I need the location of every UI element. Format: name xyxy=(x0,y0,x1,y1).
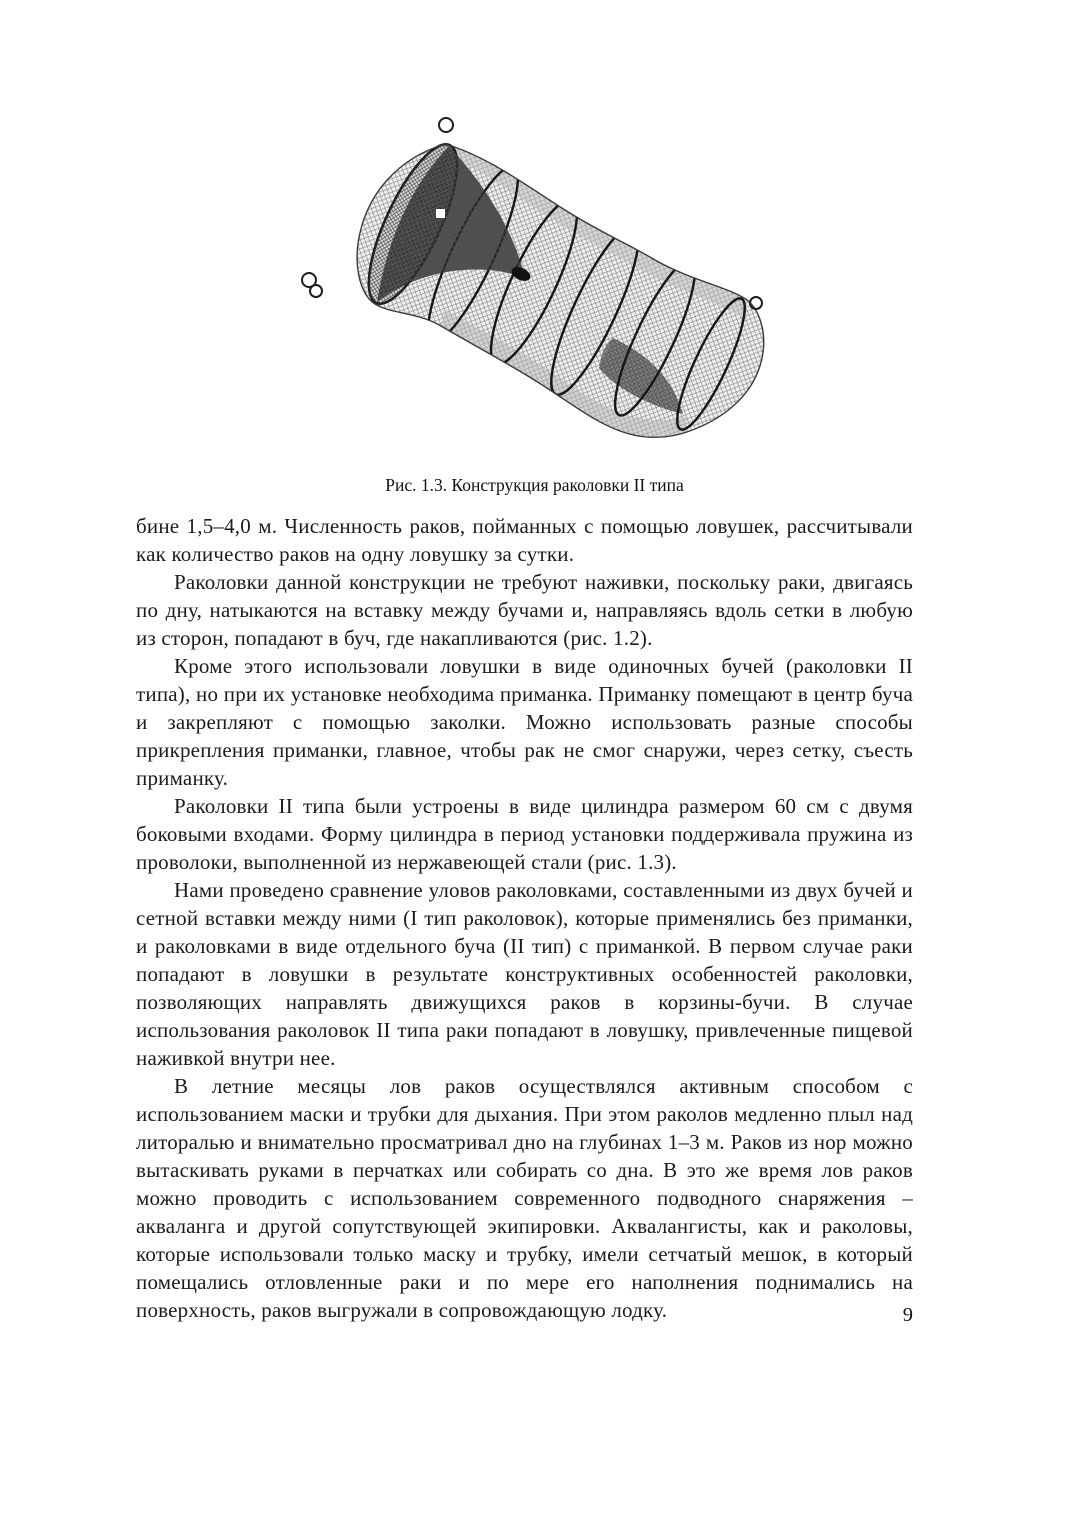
paragraph: В летние месяцы лов раков осуществлялся активным способом с использованием маски и трубки для дыхания. При этом раколов медленно плыл над литоралью и внимательно просматривал дно на глубинах 1–3 м. Раков из нор можно вытаскивать руками в перчатках или собирать со дна. В это же время лов раков можно проводить с использованием современного подводного снаряжения – акваланга и другой сопутствующей экипировки. Аквалангисты, как и раколовы, которые использовали только маску и трубку, имели сетчатый мешок, в который помещались отловленные раки и по мере его наполнения поднимались на поверхность, раков выгружали в сопровождающую лодку. xyxy=(136,1074,913,1322)
paragraph: Нами проведено сравнение уловов раколовками, составленными из двух бучей и сетной вставки между ними (I тип раколовок), которые применялись без приманки, и раколовками в виде отдельного буча (II тип) с приманкой. В первом случае раки попадают в ловушки в результате конструктивных особенностей раколовки, позволяющих направлять движущихся раков в корзины-бучи. В случае использования раколовок II типа раки попадают в ловушку, привлеченные пищевой наживкой внутри нее. xyxy=(136,878,913,1070)
trap-net-illustration xyxy=(295,110,775,455)
figure xyxy=(0,0,1069,496)
paragraph: Раколовки данной конструкции не требуют наживки, поскольку раки, двигаясь по дну, натыкаются на вставку между бучами и, направляясь вдоль сетки в любую из сторон, попадают в буч, где накапливаются (рис. 1.2). xyxy=(136,570,913,650)
paragraph: бине 1,5–4,0 м. Численность раков, пойманных с помощью ловушек, рассчитывали как количество раков на одну ловушку за сутки. xyxy=(136,514,913,566)
paragraph: Кроме этого использовали ловушки в виде одиночных бучей (раколовки II типа), но при их установке необходима приманка. Приманку помещают в центр буча и закрепляют с помощью заколки. Можно использовать разные способы прикрепления приманки, главное, чтобы рак не смог снаружи, через сетку, съесть приманку. xyxy=(136,654,913,790)
page-number: 9 xyxy=(902,1304,913,1326)
paragraph: Раколовки II типа были устроены в виде цилиндра размером 60 см с двумя боковыми входами. Форму цилиндра в период установки поддерживала пружина из проволоки, выполненной из нержавеющей стали (рис. 1.3). xyxy=(136,794,913,874)
figure-caption: Рис. 1.3. Конструкция раколовки II типа xyxy=(385,475,684,495)
body-text xyxy=(136,512,913,1324)
